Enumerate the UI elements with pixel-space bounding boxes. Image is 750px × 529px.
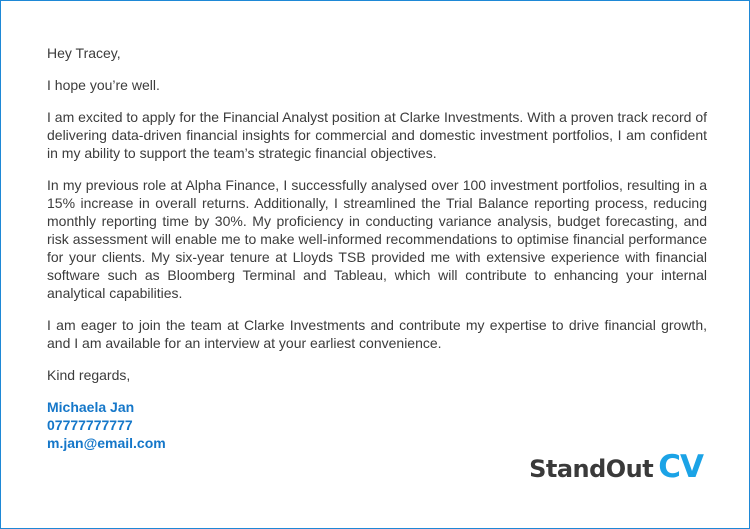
signature-phone: 07777777777 [47, 417, 133, 433]
sign-off: Kind regards, [47, 367, 131, 383]
greeting: Hey Tracey, [47, 45, 121, 61]
standout-cv-logo [529, 449, 703, 485]
logo-brand-suffix: CV [658, 449, 703, 485]
signature-block [47, 398, 707, 452]
opening-line: I hope you’re well. [47, 77, 160, 93]
cover-letter [47, 44, 707, 452]
paragraph-experience: In my previous role at Alpha Finance, I successfully analysed over 100 investment portfolios, resulting in a 15% increase in overall returns. Additionally, I streamlined the Trial Balance reporting process, reducing monthly reporting time by 30%. My proficiency in conducting variance analysis, budget forecasting, and risk assessment will enable me to make well-informed recommendations to optimise financial performance for your clients. My six-year tenure at Lloyds TSB provided me with extensive experience with financial software such as Bloomberg Terminal and Tableau, which will contribute to enhancing your internal analytical capabilities. [47, 177, 707, 301]
signature-email: m.jan@email.com [47, 435, 166, 451]
paragraph-closing: I am eager to join the team at Clarke Investments and contribute my expertise to drive financial growth, and I am available for an interview at your earliest convenience. [47, 317, 707, 351]
logo-brand-text: StandOut [529, 455, 654, 483]
signature-name: Michaela Jan [47, 399, 135, 415]
paragraph-intro: I am excited to apply for the Financial Analyst position at Clarke Investments. With a proven track record of delivering data-driven financial insights for commercial and domestic investment portfolios, I am confident in my ability to support the team’s strategic financial objectives. [47, 109, 707, 161]
